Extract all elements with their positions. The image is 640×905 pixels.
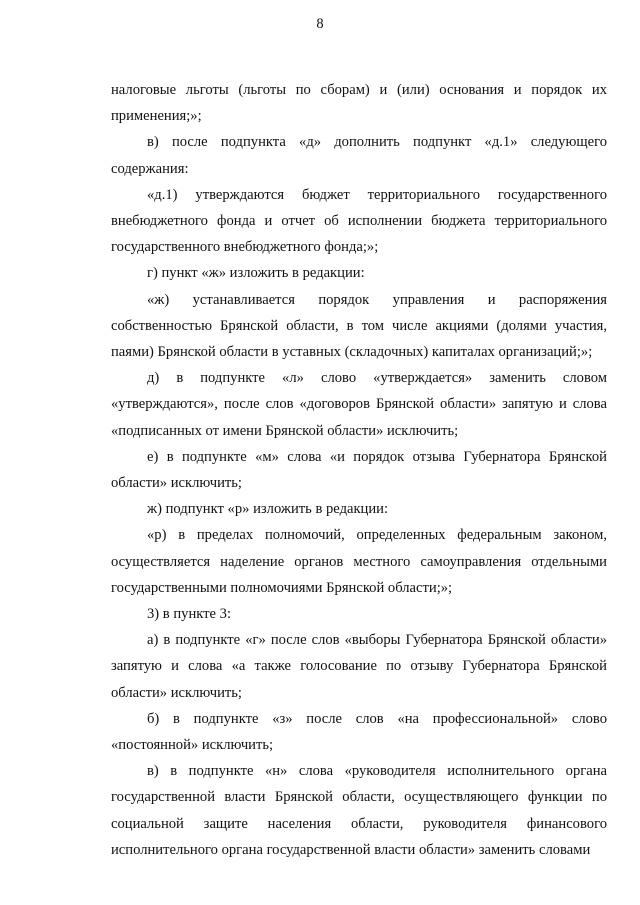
paragraph-quote-d1: «д.1) утверждаются бюджет территориального государственного внебюджетного фонда и отчет об исполнении бюджета территориального государственного внебюджетного фонда;»; (111, 186, 607, 256)
paragraph-item-a: а) в подпункте «г» после слов «выборы Губернатора Брянской области» запятую и слова «а также голосование по отзыву Губернатора Брянской области» исключить; (111, 632, 607, 701)
paragraph-item-d: д) в подпункте «л» слово «утверждается» заменить словом «утверждаются», после слов «договоров Брянской области» запятую и слова «подписанных от имени Брянской области» исключить; (111, 370, 607, 439)
paragraph-item-zh: ж) подпункт «р» изложить в редакции: (147, 501, 389, 518)
paragraph-quote-r: «р) в пределах полномочий, определенных федеральным законом, осуществляется наделение органов местного самоуправления отдельными государственными полномочиями Брянской области;»; (111, 527, 607, 596)
paragraph-quote-zh: «ж) устанавливается порядок управления и распоряжения собственностью Брянской области, в том числе акциями (долями участия, паями) Брянской области в уставных (складочных) капиталах организаций;»; (111, 291, 607, 361)
paragraph-item-e: е) в подпункте «м» слова «и порядок отзыва Губернатора Брянской области» исключить; (111, 448, 607, 492)
paragraph-continuation: налоговые льготы (льготы по сборам) и (или) основания и порядок их применения;»; (111, 82, 607, 125)
paragraph-item-g: г) пункт «ж» изложить в редакции: (147, 265, 365, 282)
paragraph-item-v: в) после подпункта «д» дополнить подпункт «д.1» следующего содержания: (111, 134, 607, 177)
document-body (111, 77, 607, 863)
paragraph-point-3: 3) в пункте 3: (147, 606, 232, 623)
paragraph-item-b: б) в подпункте «з» после слов «на профессиональной» слово «постоянной» исключить; (111, 710, 607, 754)
page-number: 8 (316, 16, 324, 32)
paragraph-item-v-2: в) в подпункте «н» слова «руководителя исполнительного органа государственной власти Брянской области, осуществляющего функции по социальной защите населения области, руководителя финансового исполнительного органа государственной власти области» заменить словами (111, 763, 607, 858)
